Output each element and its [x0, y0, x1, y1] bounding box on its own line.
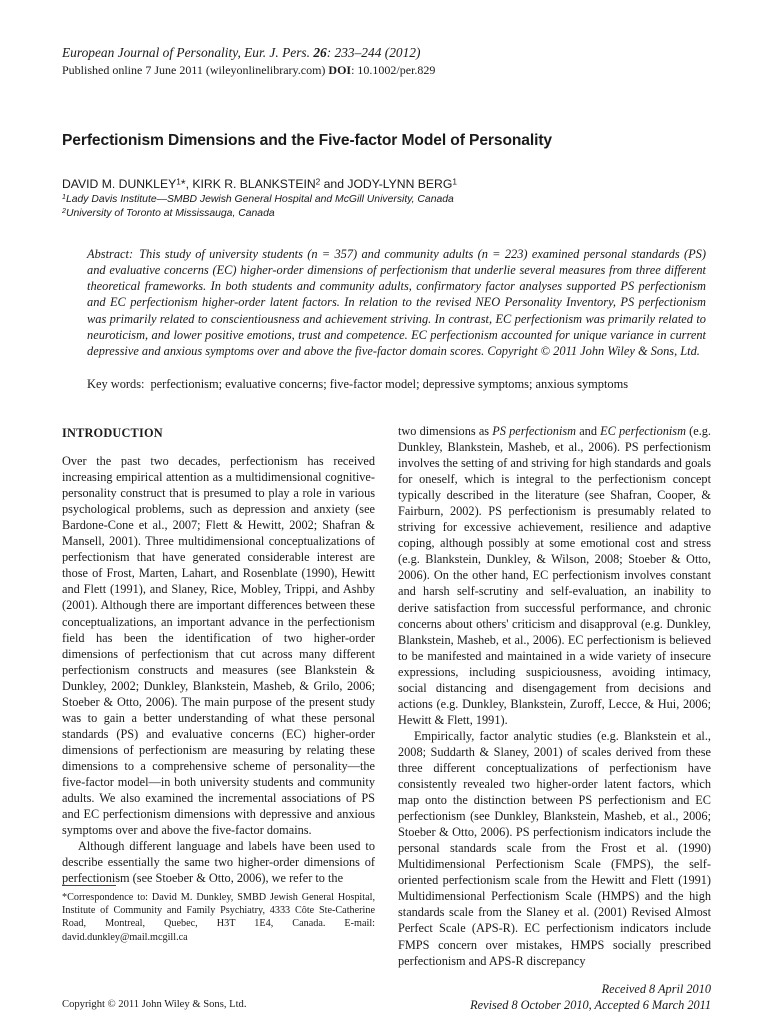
body-paragraph: Empirically, factor analytic studies (e.g. Blankstein et al., 2008; Suddarth & Slaney, 2001) of scales derived from these three different conceptualizations of perfectionism have consistently revealed two higher-order latent factors, which map onto the distinction between PS perfectionism and EC perfectionism (see Dunkley, Blankstein, Masheb, et al., 2006; Stoeber & Otto, 2006). PS perfectionism indicators include the personal standards scale from the Frost et al. (1990) Multidimensional Perfectionism Scale (FMPS), the self-oriented perfectionism scale from the Hewitt and Flett (1991) Multidimensional Perfectionism Scale (HMPS) and the high standards scale from the Slaney et al. (2001) Revised Almost Perfect Scale (APS-R). EC perfectionism indicators include FMPS concern over mistakes, HMPS socially prescribed perfectionism and APS-R discrepancy — [398, 728, 711, 968]
copyright: Copyright © 2011 John Wiley & Sons, Ltd. — [62, 999, 247, 1010]
doi-label: DOI — [328, 63, 352, 77]
received-date: Received 8 April 2010 — [601, 982, 711, 996]
author-separator: and — [320, 177, 348, 191]
correspondence-marker: * — [180, 177, 186, 191]
author-name: DAVID M. DUNKLEY — [62, 177, 177, 191]
journal-pages: : 233–244 (2012) — [326, 45, 421, 60]
affiliation-marker: 1 — [452, 176, 457, 187]
abstract-text: This study of university students (n = 357) and community adults (n = 223) examined personal standards (PS) and evaluative concerns (EC) higher-order dimensions of perfectionism that underlie several measures from three different theoretical frameworks. In both students and community adults, confirmatory factor analyses supported PS perfectionism and EC perfectionism higher-order latent factors. In relation to the revised NEO Personality Inventory, PS perfectionism was primarily related to conscientiousness and achievement striving. In contrast, EC perfectionism was primarily related to neuroticism, and lower positive emotions, trust and competence. EC perfectionism accounted for unique variance in current depressive and anxious symptoms over and above the five-factor domain scores. Copyright © 2011 John Wiley & Sons, Ltd. — [87, 247, 706, 358]
abstract-label: Abstract: — [87, 247, 134, 261]
author-list — [62, 176, 457, 192]
term-ps: PS perfectionism — [492, 424, 577, 438]
left-column — [62, 423, 375, 886]
section-heading: INTRODUCTION — [62, 426, 163, 440]
affiliation-number: 1 — [62, 194, 66, 202]
body-paragraph: Although different language and labels have been used to describe essentially the same two higher-order dimensions of perfectionism (see Stoeber & Otto, 2006), we refer to the — [62, 839, 375, 886]
right-column — [398, 423, 711, 969]
journal-name: European Journal of Personality — [62, 45, 238, 60]
affiliation-marker: 1 — [176, 176, 181, 187]
journal-volume: 26 — [313, 45, 327, 60]
body-paragraph — [398, 423, 711, 728]
author-name: KIRK R. BLANKSTEIN — [192, 177, 316, 191]
paragraph-text: and — [576, 424, 601, 438]
abstract — [87, 246, 706, 359]
journal-citation — [62, 44, 420, 62]
affiliation — [62, 207, 275, 220]
paragraph-text: two dimensions as — [398, 424, 493, 438]
term-ec: EC perfectionism — [600, 424, 686, 438]
revised-accepted-date: Revised 8 October 2010, Accepted 6 March 2011 — [470, 998, 711, 1012]
author-name: JODY-LYNN BERG — [347, 177, 453, 191]
received-dates — [470, 981, 711, 1013]
affiliation-text: University of Toronto at Mississauga, Canada — [65, 208, 275, 219]
footnote-divider — [62, 885, 116, 886]
journal-abbrev: , Eur. J. Pers. — [237, 45, 310, 60]
keywords-label: Key words: — [87, 377, 145, 391]
paragraph-text: (e.g. Dunkley, Blankstein, Masheb, et al., 2006). PS perfectionism involves the setting of and striving for high standards and goals for oneself, which is integral to the perfectionism concept typically described in the literature (see Shafran, Cooper, & Fairburn, 2002). PS perfectionism is presumably related to striving for excessive achievement, resilience and adaptive coping, although possibly at some emotional cost and stress (e.g. Blankstein, Dunkley, & Wilson, 2008; Stoeber & Otto, 2006). On the other hand, EC perfectionism involves constant and harsh self-scrutiny and self-evaluation, an inability to derive satisfaction from successful performance, and chronic concerns about others' criticism and disapproval (e.g. Dunkley, Blankstein, Masheb, et al., 2006). EC perfectionism is believed to be manifested and maintained in a wide variety of insecure expressions, including suspiciousness, avoiding intimacy, social distancing and disengagement from decisions and actions (e.g. Dunkley, Blankstein, Zuroff, Lecce, & Hui, 2006; Hewitt & Flett, 1991). — [398, 424, 711, 727]
publication-info — [62, 62, 435, 78]
body-paragraph: Over the past two decades, perfectionism has received increasing empirical attention as a multidimensional cognitive-personality construct that is presumed to play a role in various psychological problems, such as depression and anxiety (see Bardone-Cone et al., 2007; Flett & Hewitt, 2002; Shafran & Mansell, 2001). Three multidimensional conceptualizations of perfectionism that have generated considerable interest are those of Frost, Marten, Lahart, and Rosenblate (1990), Hewitt and Flett (1991), and Slaney, Rice, Mobley, Trippi, and Ashby (2001). Although there are important differences between these conceptualizations, an important advance in the perfectionism field has been the identification of two higher-order dimensions of perfectionism that cut across many different perfectionism constructs and measures (see Blankstein & Dunkley, 2002; Dunkley, Blankstein, Masheb, & Grilo, 2006; Stoeber & Otto, 2006). The main purpose of the present study was to gain a better understanding of what these personal standards (PS) and evaluative concerns (EC) higher-order dimensions of perfectionism are measuring by relating these dimensions to a comprehensive scheme of personality—the five-factor model—in both university students and community adults. We also examined the incremental associations of PS and EC perfectionism dimensions with depressive and anxious symptoms over and above the five-factor domains. — [62, 454, 375, 838]
keywords — [87, 376, 628, 392]
affiliation-text: Lady Davis Institute—SMBD Jewish General Hospital and McGill University, Canada — [65, 194, 454, 205]
article-title: Perfectionism Dimensions and the Five-factor Model of Personality — [62, 132, 553, 149]
doi-link[interactable]: : 10.1002/per.829 — [351, 63, 436, 77]
published-online: Published online 7 June 2011 (wileyonlinelibrary.com) — [62, 63, 326, 77]
affiliation-marker: 2 — [315, 176, 321, 187]
author-separator: , — [185, 177, 193, 191]
keywords-text: perfectionism; evaluative concerns; five-factor model; depressive symptoms; anxious symptoms — [150, 377, 629, 391]
correspondence-footnote: *Correspondence to: David M. Dunkley, SMBD Jewish General Hospital, Institute of Community and Family Psychiatry, 4333 Côte Ste-Catherine Road, Montreal, Quebec, H3T 1E4, Canada. E-mail: david.dunkley@mail.mcgill.ca — [62, 892, 375, 943]
affiliation — [62, 193, 454, 206]
affiliation-number: 2 — [62, 208, 66, 216]
